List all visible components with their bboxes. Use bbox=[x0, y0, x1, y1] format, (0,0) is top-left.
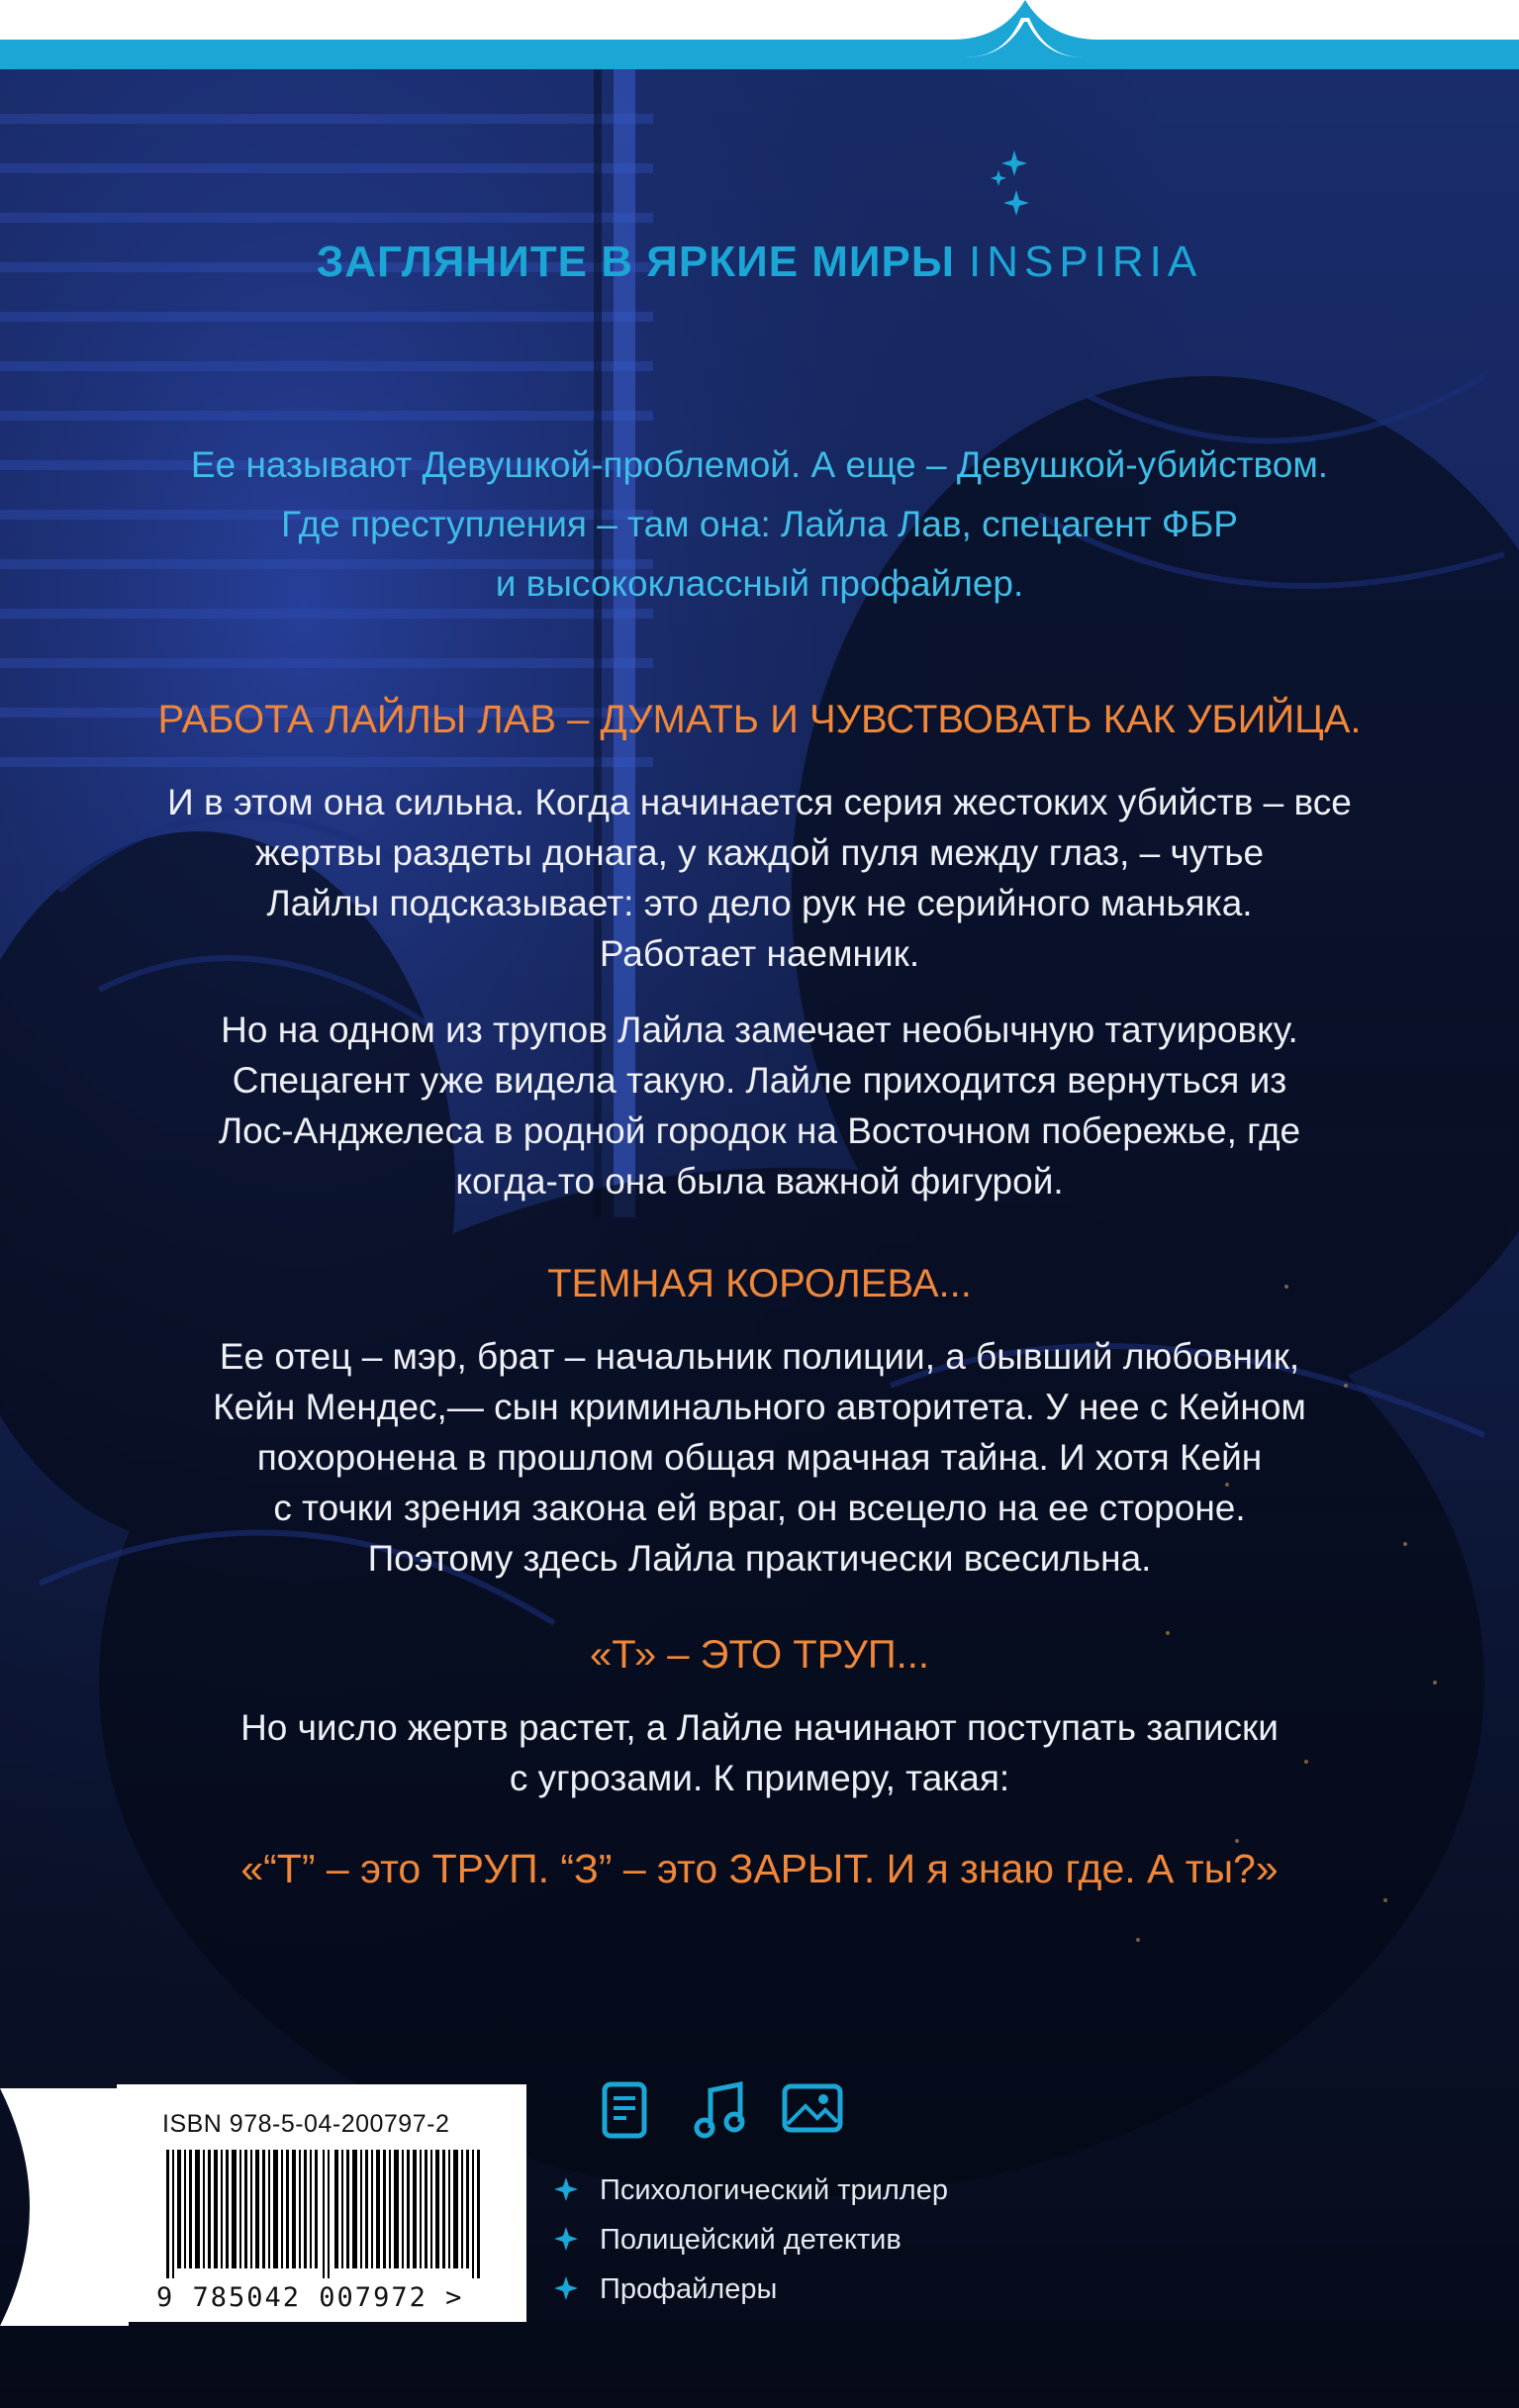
genre-label: Полицейский детектив bbox=[600, 2224, 902, 2256]
brand-tagline-bold: ЗАГЛЯНИТЕ В ЯРКИЕ МИРЫ bbox=[316, 238, 955, 286]
paragraph-line: Работает наемник. bbox=[599, 933, 920, 974]
paragraph-line: Спецагент уже видела такую. Лайле приходится вернуться из bbox=[232, 1060, 1287, 1101]
section-heading: «Т» – ЭТО ТРУП... bbox=[590, 1633, 929, 1677]
top-blue-banner bbox=[0, 0, 1519, 69]
paragraph-line: с точки зрения закона ей враг, он всецело на ее стороне. bbox=[273, 1488, 1246, 1528]
paragraph-line: с угрозами. К примеру, такая: bbox=[509, 1758, 1010, 1798]
genre-list bbox=[554, 2166, 948, 2314]
paragraph-line: жертвы раздеты донага, у каждой пуля между глаз, – чутье bbox=[254, 832, 1265, 873]
genre-item bbox=[554, 2215, 948, 2264]
barcode-panel bbox=[117, 2084, 526, 2322]
paragraph-line: похоронена в прошлом общая мрачная тайна. И хотя Кейн bbox=[256, 1437, 1263, 1478]
image-icon bbox=[780, 2078, 845, 2142]
star-icon bbox=[554, 2227, 578, 2251]
intro-text bbox=[119, 435, 1400, 614]
intro-line: Ее называют Девушкой-проблемой. А еще – Девушкой-убийством. bbox=[190, 444, 1329, 485]
section-heading: РАБОТА ЛАЙЛЫ ЛАВ – ДУМАТЬ И ЧУВСТВОВАТЬ КАК УБИЙЦА. bbox=[157, 698, 1362, 741]
isbn-text: ISBN 978-5-04-200797-2 bbox=[162, 2110, 450, 2138]
brand-tagline bbox=[0, 238, 1519, 287]
barcode-digits: 9 785042 007972 > bbox=[156, 2282, 464, 2313]
intro-line: Где преступления – там она: Лайла Лав, спецагент ФБР bbox=[281, 504, 1238, 544]
paragraph-line: Лайлы подсказывает: это дело рук не серийного маньяка. bbox=[266, 883, 1253, 923]
description-paragraph bbox=[99, 777, 1420, 979]
ebook-icon bbox=[597, 2078, 656, 2142]
genre-label: Профайлеры bbox=[600, 2273, 778, 2305]
paragraph-line: Поэтому здесь Лайла практически всесильна. bbox=[367, 1538, 1152, 1579]
section-heading: ТЕМНАЯ КОРОЛЕВА... bbox=[547, 1262, 972, 1305]
star-icon bbox=[554, 2276, 578, 2300]
description-paragraph bbox=[99, 1331, 1420, 1584]
star-icon bbox=[554, 2177, 578, 2201]
intro-line: и высококлассный профайлер. bbox=[495, 563, 1024, 604]
paragraph-line: Кейн Мендес,— сын криминального авторитета. У нее с Кейном bbox=[213, 1387, 1306, 1427]
genre-item bbox=[554, 2166, 948, 2215]
description-paragraph bbox=[99, 1702, 1420, 1803]
paragraph-line: Лос-Анджелеса в родной городок на Восточном побережье, где bbox=[218, 1110, 1301, 1151]
threat-quote: «“Т” – это ТРУП. “З” – это ЗАРЫТ. И я знаю где. А ты?» bbox=[240, 1846, 1279, 1891]
brand-name: INSPIRIA bbox=[968, 238, 1203, 286]
corner-decoration bbox=[0, 2088, 129, 2326]
description-paragraph bbox=[99, 1005, 1420, 1206]
genre-item bbox=[554, 2264, 948, 2314]
genre-label: Психологический триллер bbox=[600, 2174, 948, 2206]
audiobook-icon bbox=[691, 2078, 750, 2142]
paragraph-line: Но число жертв растет, а Лайле начинают поступать записки bbox=[240, 1707, 1279, 1748]
sparkle-icon bbox=[985, 146, 1034, 226]
paragraph-line: И в этом она сильна. Когда начинается серия жестоких убийств – все bbox=[167, 782, 1352, 822]
paragraph-line: Ее отец – мэр, брат – начальник полиции, а бывший любовник, bbox=[219, 1336, 1300, 1377]
paragraph-line: когда-то она была важной фигурой. bbox=[455, 1161, 1064, 1202]
paragraph-line: Но на одном из трупов Лайла замечает необычную татуировку. bbox=[221, 1010, 1298, 1050]
